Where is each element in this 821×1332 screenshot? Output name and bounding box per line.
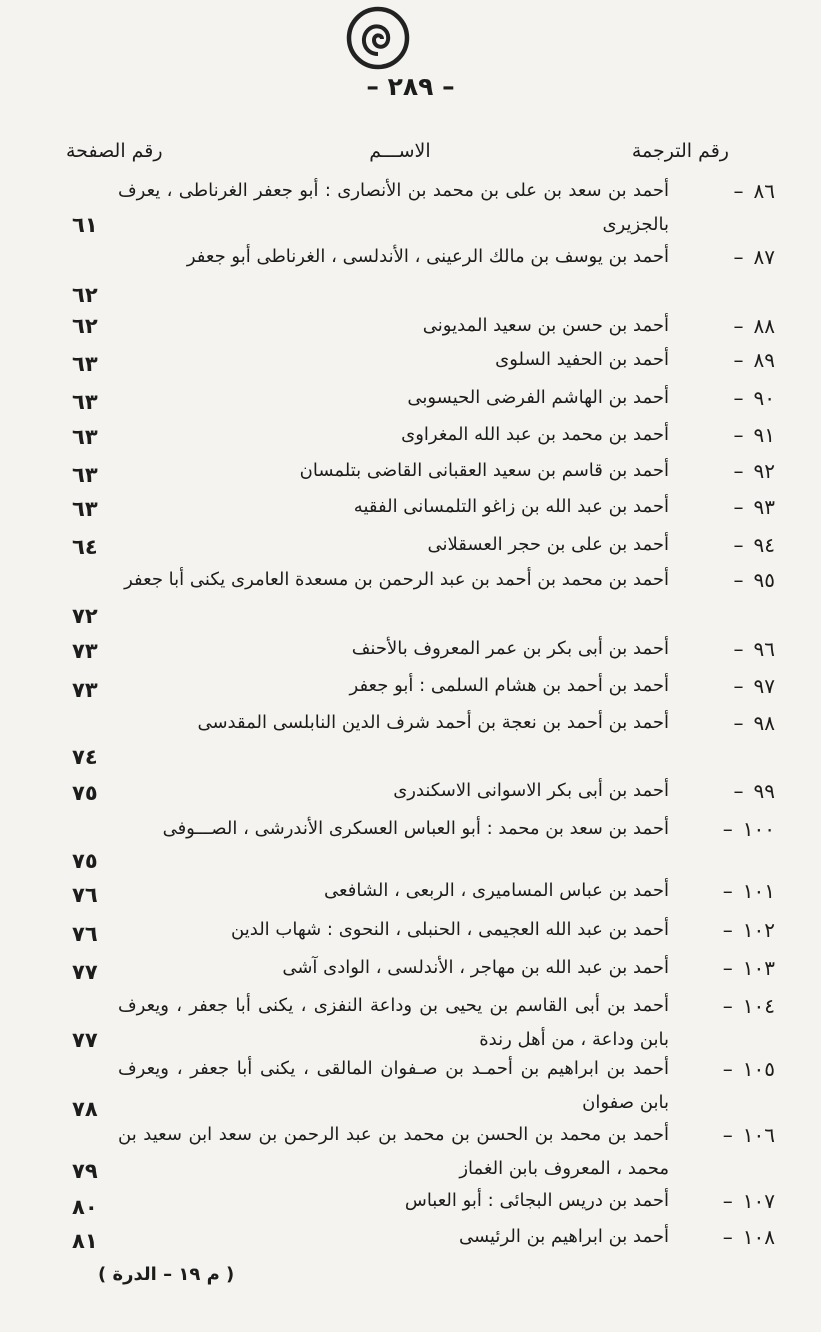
entry-number: ٩١– [733, 423, 775, 447]
entry-name: أحمد بن على بن حجر العسقلانى [427, 534, 669, 555]
entry-name: أحمد بن قاسم بن سعيد العقبانى القاضى بتلمسان [299, 460, 669, 481]
entry-page: ٦٣ [72, 425, 98, 449]
entry-name: أحمد بن أبى بكر الاسوانى الاسكندرى [393, 780, 669, 801]
entry-number: ١٠٣– [722, 956, 775, 980]
entry-page: ٦٤ [72, 535, 98, 559]
entry-page: ٨١ [72, 1229, 98, 1253]
header-name: الاســـم [369, 140, 431, 162]
header-page: رقم الصفحة [66, 140, 163, 162]
entry-number: ١٠٨– [722, 1225, 775, 1249]
entry-page: ٧٩ [72, 1159, 98, 1183]
entry-name: أحمد بن يوسف بن مالك الرعينى ، الأندلسى ، الغرناطى أبو جعفر [186, 246, 669, 267]
entry-name: أحمد بن محمد بن عبد الله المغراوى [401, 424, 669, 445]
entry-page: ٧٣ [72, 639, 98, 663]
entry-name: أحمد بن أحمد بن نعجة بن أحمد شرف الدين النابلسى المقدسى [197, 712, 669, 733]
entry-name: أحمد بن أبى بكر بن عمر المعروف بالأحنف [351, 638, 669, 659]
entry-number: ٩٩– [733, 779, 775, 803]
entry-number: ٨٨– [733, 314, 775, 338]
page-number: – ٢٨٩ – [366, 72, 455, 101]
entry-page: ٦٢ [72, 283, 98, 307]
entry-page: ٨٠ [72, 1195, 98, 1219]
entry-name: أحمد بن الهاشم الفرضى الحيسوبى [407, 387, 669, 408]
entry-name: أحمد بن الحفيد السلوى [495, 349, 669, 370]
entry-page: ٧٥ [72, 849, 98, 873]
entry-number: ١٠٧– [722, 1189, 775, 1213]
entry-number: ١٠١– [722, 879, 775, 903]
entry-page: ٧٧ [72, 960, 98, 984]
entry-name: أحمد بن دريس البجائى : أبو العباس [404, 1190, 669, 1211]
entry-name: أحمد بن عبد الله العجيمى ، الحنبلى ، النحوى : شهاب الدين [231, 919, 669, 940]
entry-page: ٧٦ [72, 883, 98, 907]
entry-number: ١٠٥– [722, 1057, 775, 1081]
entry-name: أحمد بن ابراهيم بن أحمـد بن صـفوان المالقى ، يكنى أبا جعفر ، ويعرف بابن صفوان [118, 1058, 669, 1113]
entry-number: ١٠٢– [722, 918, 775, 942]
entry-number: ١٠٤– [722, 994, 775, 1018]
entry-number: ٩٤– [733, 533, 775, 557]
entry-number: ٩٥– [733, 568, 775, 592]
entry-page: ٦٣ [72, 497, 98, 521]
entry-page: ٦١ [72, 213, 98, 237]
entry-page: ٧٢ [72, 604, 98, 628]
entry-name: أحمد بن عبد الله بن مهاجر ، الأندلسى ، الوادى آشى [282, 957, 669, 978]
entry-name: أحمد بن محمد بن أحمد بن عبد الرحمن بن مسعدة العامرى يكنى أبا جعفر [124, 569, 669, 590]
entry-page: ٦٣ [72, 390, 98, 414]
entry-name: أحمد بن أبى القاسم بن يحيى بن وداعة النفزى ، يكنى أبا جعفر ، ويعرف بابن وداعة ، من أهل رندة [118, 995, 669, 1050]
entry-page: ٦٢ [72, 314, 98, 338]
entry-name: أحمد بن حسن بن سعيد المديونى [422, 315, 669, 336]
entry-number: ٩٦– [733, 637, 775, 661]
entry-number: ١٠٦– [722, 1123, 775, 1147]
entry-name: أحمد بن محمد بن الحسن بن محمد بن عبد الرحمن بن سعد ابن سعيد بن محمد ، المعروف بابن الغماز [118, 1124, 669, 1179]
entry-name: أحمد بن عباس المساميرى ، الربعى ، الشافعى [324, 880, 669, 901]
entry-number: ٨٩– [733, 348, 775, 372]
entry-name: أحمد بن سعد بن محمد : أبو العباس العسكرى الأندرشى ، الصـــوفى [162, 818, 669, 839]
entry-number: ٨٧– [733, 245, 775, 269]
entry-number: ٩٧– [733, 674, 775, 698]
entry-page: ٧٨ [72, 1097, 98, 1121]
entry-number: ١٠٠– [722, 817, 775, 841]
entry-number: ٩٣– [733, 495, 775, 519]
entry-page: ٦٣ [72, 463, 98, 487]
entry-page: ٧٦ [72, 922, 98, 946]
entry-name: أحمد بن سعد بن على بن محمد بن الأنصارى : أبو جعفر الغرناطى ، يعرف بالجزيرى [118, 180, 669, 235]
entry-number: ٩٢– [733, 459, 775, 483]
entry-page: ٧٥ [72, 781, 98, 805]
entry-name: أحمد بن أحمد بن هشام السلمى : أبو جعفر [349, 675, 669, 696]
entry-number: ٩٨– [733, 711, 775, 735]
header-entry-number: رقم الترجمة [631, 140, 729, 162]
entry-page: ٧٤ [72, 745, 98, 769]
entry-page: ٦٣ [72, 352, 98, 376]
entry-name: أحمد بن ابراهيم بن الرئيسى [458, 1226, 669, 1247]
entry-name: أحمد بن عبد الله بن زاغو التلمسانى الفقيه [353, 496, 669, 517]
entry-number: ٨٦– [733, 179, 775, 203]
entry-page: ٧٣ [72, 678, 98, 702]
entry-number: ٩٠– [733, 386, 775, 410]
entry-page: ٧٧ [72, 1028, 98, 1052]
signature-mark: ( م ١٩ – الدرة ) [98, 1264, 235, 1285]
